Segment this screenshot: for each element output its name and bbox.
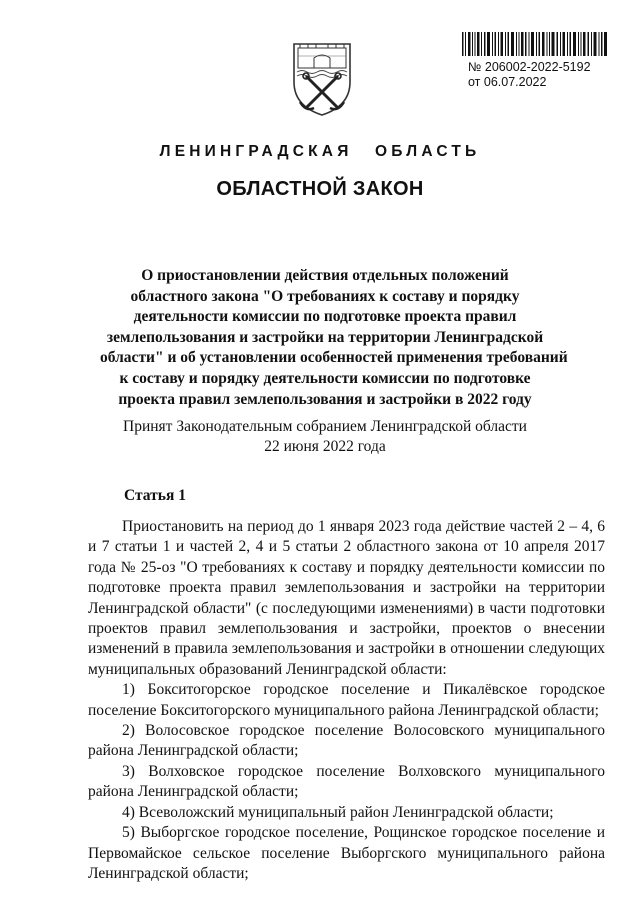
list-item: 2) Волосовское городское поселение Волосовского муниципального района Ленинградской области; <box>88 722 605 760</box>
law-title-line: О приостановлении действия отдельных положений <box>141 267 509 284</box>
list-item: 5) Выборгское городское поселение, Рощинское городское поселение и Первомайское сельское поселение Выборгского муниципального района Ленинградской области; <box>88 824 605 882</box>
region-name: ЛЕНИНГРАДСКАЯ ОБЛАСТЬ <box>159 143 481 160</box>
adoption-note <box>0 417 640 457</box>
article-heading: Статья 1 <box>124 487 186 504</box>
law-title-line: деятельности комиссии по подготовке проекта правил <box>133 308 517 326</box>
list-item: 4) Всеволожский муниципальный район Ленинградской области; <box>122 803 554 821</box>
law-title-line: к составу и порядку деятельности комиссии по подготовке <box>119 369 531 387</box>
law-title-line: проекта правил землепользования и застройки в 2022 году <box>118 390 532 408</box>
law-title-line: области" и об установлении особенностей применения требований <box>100 349 568 367</box>
coat-of-arms-icon <box>290 38 354 118</box>
registration-number: № 206002-2022-5192 <box>468 60 591 74</box>
document-type: ОБЛАСТНОЙ ЗАКОН <box>216 178 424 200</box>
barcode-icon <box>462 32 607 56</box>
registration-stamp <box>468 60 618 90</box>
law-title-line: областного закона "О требованиях к составу и порядку <box>130 287 520 305</box>
adoption-body: Принят Законодательным собранием Ленинградской области <box>123 418 527 435</box>
law-title-line: землепользования и застройки на территории Ленинградской <box>106 328 544 346</box>
adoption-date: 22 июня 2022 года <box>264 438 386 455</box>
list-item: 3) Волховское городское поселение Волховского муниципального района Ленинградской области; <box>88 762 605 801</box>
law-title <box>100 266 568 410</box>
list-item: 1) Бокситогорское городское поселение и Пикалёвское городское поселение Бокситогорского муниципального района Ленинградской области; <box>88 681 605 719</box>
article-body <box>88 517 605 884</box>
article-paragraph: Приостановить на период до 1 января 2023 года действие частей 2 – 4, 6 и 7 статьи 1 и частей 2, 4 и 5 статьи 2 областного закона от 10 апреля 2017 года № 25-оз "О требованиях к составу и порядку деятельности комиссии по подготовке проекта правил землепользования и застройки на территории Ленинградской области" (с последующими изменениями) в части подготовки проектов правил землепользования и застройки, проектов о внесении изменений в правила землепользования и застройки в отношении следующих муниципальных образований Ленинградской области: <box>88 518 605 678</box>
registration-date: от 06.07.2022 <box>468 75 547 89</box>
